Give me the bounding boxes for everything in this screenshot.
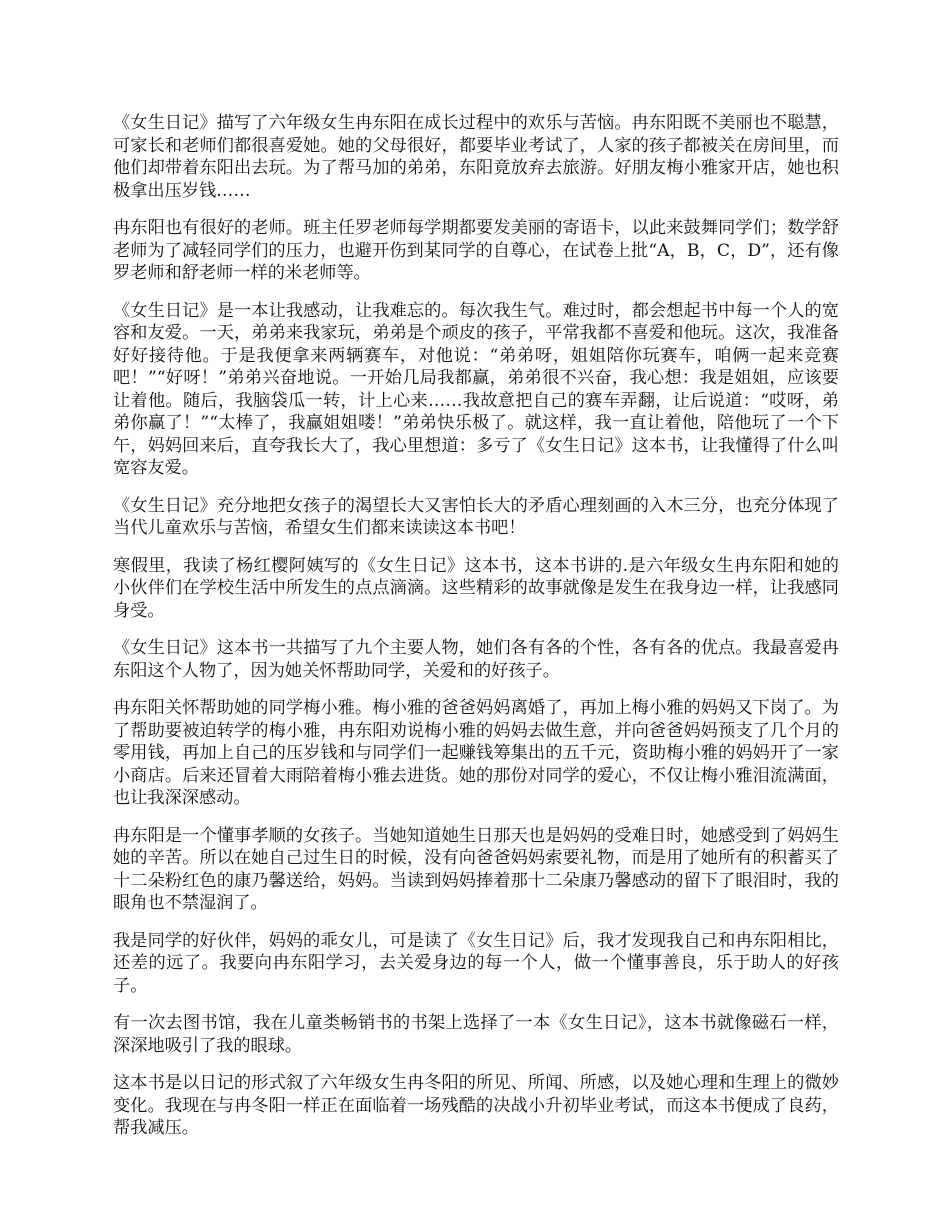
paragraph: 《女生日记》描写了六年级女生冉东阳在成长过程中的欢乐与苦恼。冉东阳既不美丽也不聪慧，可家长和老师们都很喜爱她。她的父母很好，都要毕业考试了，人家的孩子都被关在房间里，而他们却带着东阳出去玩。为了帮马加的弟弟，东阳竟放弃去旅游。好朋友梅小雅家开店，她也积极拿出压岁钱…… [113,113,839,201]
paragraph: 冉东阳也有很好的老师。班主任罗老师每学期都要发美丽的寄语卡，以此来鼓舞同学们；数学舒老师为了减轻同学们的压力，也避开伤到某同学的自尊心，在试卷上批“A，B，C，D”，还有像罗老师和舒老师一样的米老师等。 [113,218,839,283]
paragraph: 有一次去图书馆，我在儿童类畅销书的书架上选择了一本《女生日记》，这本书就像磁石一样，深深地吸引了我的眼球。 [113,1013,839,1056]
paragraph: 《女生日记》是一本让我感动，让我难忘的。每次我生气。难过时，都会想起书中每一个人的宽容和友爱。一天，弟弟来我家玩，弟弟是个顽皮的孩子，平常我都不喜爱和他玩。这次，我准备好好接待他。于是我便拿来两辆赛车，对他说：“弟弟呀，姐姐陪你玩赛车，咱俩一起来竞赛吧！”“好呀！”弟弟兴奋地说。一开始几局我都赢，弟弟很不兴奋，我心想：我是姐姐，应该要让着他。随后，我脑袋瓜一转，计上心来……我故意把自己的赛车弄翻，让后说道：“哎呀，弟弟你赢了！”“太棒了，我赢姐姐喽！”弟弟快乐极了。就这样，我一直让着他，陪他玩了一个下午，妈妈回来后，直夸我长大了，我心里想道：多亏了《女生日记》这本书，让我懂得了什么叫宽容友爱。 [113,300,839,478]
paragraph: 冉东阳关怀帮助她的同学梅小雅。梅小雅的爸爸妈妈离婚了，再加上梅小雅的妈妈又下岗了。为了帮助要被迫转学的梅小雅，冉东阳劝说梅小雅的妈妈去做生意，并向爸爸妈妈预支了几个月的零用钱，再加上自己的压岁钱和与同学们一起赚钱筹集出的五千元，资助梅小雅的妈妈开了一家小商店。后来还冒着大雨陪着梅小雅去进货。她的那份对同学的爱心，不仅让梅小雅泪流满面，也让我深深感动。 [113,698,839,808]
document-body [113,112,839,1155]
paragraph: 《女生日记》充分地把女孩子的渴望长大又害怕长大的矛盾心理刻画的入木三分，也充分体现了当代儿童欢乐与苦恼，希望女生们都来读读这本书吧！ [113,495,839,538]
paragraph: 冉东阳是一个懂事孝顺的女孩子。当她知道她生日那天也是妈妈的受难日时，她感受到了妈妈生她的辛苦。所以在她自己过生日的时候，没有向爸爸妈妈索要礼物，而是用了她所有的积蓄买了十二朵粉红色的康乃馨送给，妈妈。当读到妈妈捧着那十二朵康乃馨感动的留下了眼泪时，我的眼角也不禁湿润了。 [113,825,839,913]
paragraph: 寒假里，我读了杨红樱阿姨写的《女生日记》这本书，这本书讲的.是六年级女生冉东阳和她的小伙伴们在学校生活中所发生的点点滴滴。这些精彩的故事就像是发生在我身边一样，让我感同身受。 [113,555,839,621]
paragraph: 我是同学的好伙伴，妈妈的乖女儿，可是读了《女生日记》后，我才发现我自己和冉东阳相比，还差的远了。我要向冉东阳学习，去关爱身边的每一个人，做一个懂事善良，乐于助人的好孩子。 [113,930,839,996]
paragraph: 《女生日记》这本书一共描写了九个主要人物，她们各有各的个性，各有各的优点。我最喜爱冉东阳这个人物了，因为她关怀帮助同学，关爱和的好孩子。 [113,638,839,681]
paragraph: 这本书是以日记的形式叙了六年级女生冉冬阳的所见、所闻、所感，以及她心理和生理上的微妙变化。我现在与冉冬阳一样正在面临着一场残酷的决战小升初毕业考试，而这本书便成了良药，帮我减压。 [113,1073,839,1138]
